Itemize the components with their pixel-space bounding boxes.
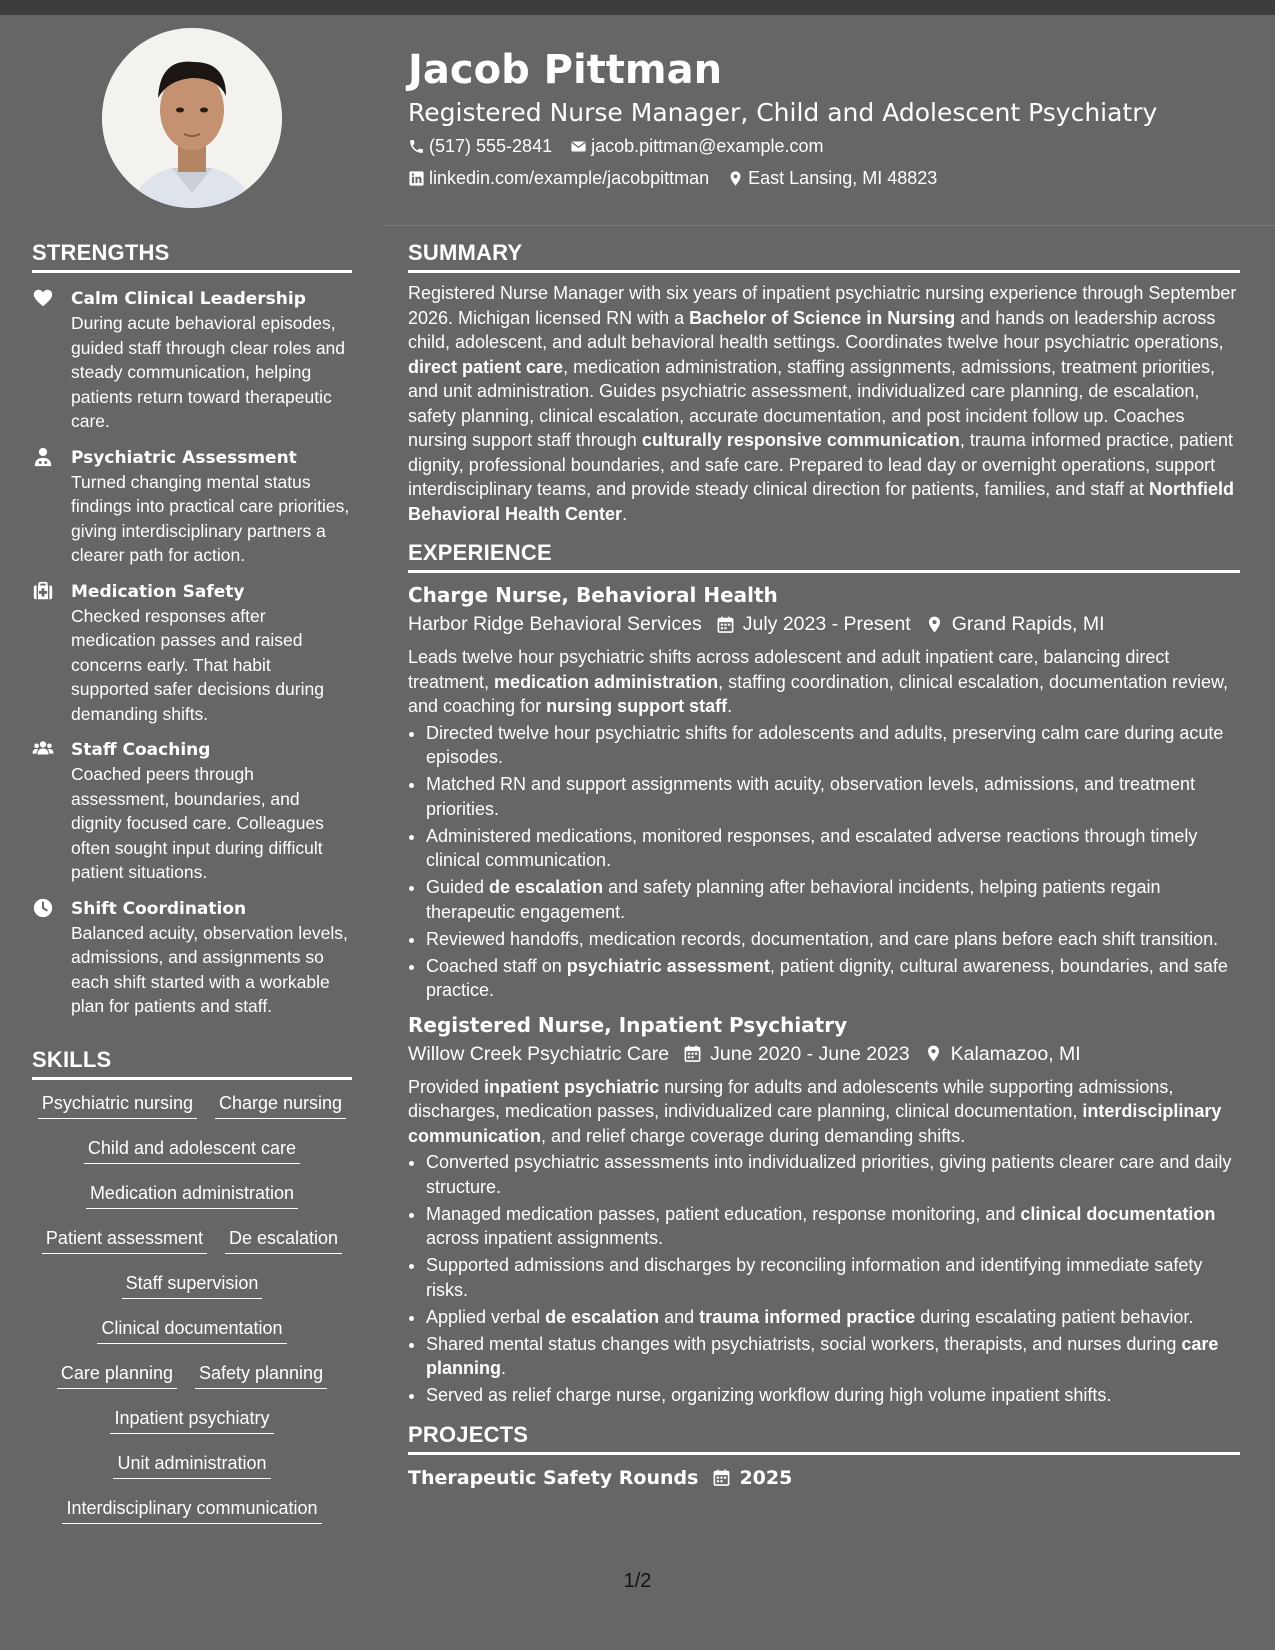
summary-heading: SUMMARY <box>408 240 1240 273</box>
skill-tag: Psychiatric nursing <box>38 1090 197 1119</box>
job-location: Kalamazoo, MI <box>950 1042 1081 1065</box>
emphasis-text: trauma informed practice <box>699 1306 916 1327</box>
emphasis-text: culturally responsive communication <box>641 430 960 450</box>
strength-item <box>32 446 352 568</box>
skill-tag: De escalation <box>225 1225 342 1254</box>
linkedin-icon <box>408 170 425 187</box>
envelope-icon <box>570 138 587 155</box>
strength-item <box>32 287 352 434</box>
emphasis-text: de escalation <box>489 877 604 897</box>
phone-text: (517) 555-2841 <box>429 136 553 156</box>
job-bullet: • Directed twelve hour psychiatric shifts for adolescents and adults, preserving calm care during acute episodes. <box>426 721 1240 770</box>
strength-desc: Balanced acuity, observation levels, admissions, and assignments so each shift started with a workable plan for patients and staff. <box>71 922 348 1016</box>
skill-tag: Inpatient psychiatry <box>110 1405 273 1434</box>
skill-tag: Medication administration <box>86 1180 298 1209</box>
project-entry <box>408 1463 1240 1493</box>
job-bullet: • Coached staff on psychiatric assessment, patient dignity, cultural awareness, boundaries, and safe practice. <box>426 954 1240 1003</box>
strength-desc: Coached peers through assessment, boundaries, and dignity focused care. Colleagues often sought input during difficult patient situations. <box>71 764 324 882</box>
map-pin-icon <box>924 1044 943 1063</box>
email-contact[interactable] <box>570 130 823 162</box>
job-bullet: • Managed medication passes, patient education, response monitoring, and clinical documentation across inpatient assignments. <box>426 1202 1240 1251</box>
map-pin-icon <box>925 615 944 634</box>
skill-tag: Child and adolescent care <box>84 1135 300 1164</box>
candidate-title: Registered Nurse Manager, Child and Adolescent Psychiatry <box>408 98 1158 127</box>
skill-tag: Charge nursing <box>215 1090 346 1119</box>
linkedin-contact[interactable] <box>408 162 709 194</box>
job-description: Provided inpatient psychiatric nursing for adults and adolescents while supporting admissions, discharges, medication passes, individualized care planning, clinical documentation, interdisciplinary communication, and relief charge coverage during demanding shifts. <box>408 1076 1222 1146</box>
profile-photo <box>102 28 282 208</box>
project-year: 2025 <box>739 1466 793 1489</box>
skills-list <box>32 1080 352 1540</box>
users-icon <box>32 738 54 760</box>
job-meta <box>408 609 1240 639</box>
location-text: East Lansing, MI 48823 <box>748 168 938 188</box>
main-column <box>408 240 1240 1493</box>
company-name: Harbor Ridge Behavioral Services <box>408 613 702 635</box>
job-title: Charge Nurse, Behavioral Health <box>408 583 778 607</box>
emphasis-text: care planning <box>426 1333 1219 1378</box>
linkedin-text: linkedin.com/example/jacobpittman <box>429 168 710 188</box>
emphasis-text: inpatient psychiatric <box>484 1076 660 1097</box>
strength-item <box>32 897 352 1019</box>
skill-tag: Unit administration <box>113 1450 270 1479</box>
user-doctor-icon <box>32 446 54 468</box>
skill-tag: Patient assessment <box>42 1225 207 1254</box>
emphasis-text: direct patient care <box>408 356 564 377</box>
medkit-icon <box>32 580 54 602</box>
heart-icon <box>32 287 54 309</box>
job-dates: July 2023 - Present <box>742 613 911 635</box>
header-divider <box>383 225 1275 226</box>
job-bullet: • Applied verbal de escalation and trauma informed practice during escalating patient behavior. <box>426 1305 1240 1330</box>
emphasis-text: medication administration <box>494 671 719 692</box>
calendar-icon <box>683 1044 702 1063</box>
strength-title: Calm Clinical Leadership <box>71 289 306 309</box>
project-name: Therapeutic Safety Rounds <box>408 1466 699 1489</box>
job-bullet: • Matched RN and support assignments with acuity, observation levels, admissions, and treatment priorities. <box>426 772 1240 821</box>
strength-title: Staff Coaching <box>71 740 211 760</box>
strengths-heading: STRENGTHS <box>32 240 352 273</box>
clock-icon <box>32 897 54 919</box>
skill-tag: Safety planning <box>195 1360 327 1389</box>
contact-row <box>408 162 1240 194</box>
left-column <box>32 240 352 1540</box>
calendar-icon <box>712 1468 731 1487</box>
projects-heading: PROJECTS <box>408 1422 1240 1455</box>
contact-row <box>408 130 1240 162</box>
job-entry <box>408 581 1240 1003</box>
top-bar <box>0 0 1275 15</box>
skill-tag: Care planning <box>57 1360 177 1389</box>
job-location: Grand Rapids, MI <box>951 613 1105 635</box>
strength-desc: During acute behavioral episodes, guided staff through clear roles and steady communication, helping patients return toward therapeutic care. <box>71 313 346 431</box>
skills-heading: SKILLS <box>32 1047 352 1080</box>
strength-title: Medication Safety <box>71 581 245 602</box>
job-bullet: • Reviewed handoffs, medication records, documentation, and care plans before each shift transition. <box>426 927 1240 952</box>
calendar-icon <box>716 615 735 634</box>
emphasis-text: interdisciplinary communication <box>408 1101 1222 1146</box>
emphasis-text: de escalation <box>545 1306 660 1327</box>
job-bullet: • Guided de escalation and safety planning after behavioral incidents, helping patients regain therapeutic engagement. <box>426 875 1240 924</box>
emphasis-text: Northfield Behavioral Health Center <box>408 479 1235 524</box>
strength-title: Psychiatric Assessment <box>71 447 297 468</box>
job-bullet: • Shared mental status changes with psychiatrists, social workers, therapists, and nurses during care planning. <box>426 1332 1240 1381</box>
phone-icon <box>408 138 425 155</box>
skill-tag: Interdisciplinary communication <box>62 1495 321 1524</box>
job-bullets <box>408 721 1240 1003</box>
job-bullet: • Converted psychiatric assessments into individualized priorities, giving patients clearer care and daily structure. <box>426 1150 1240 1199</box>
strength-item <box>32 580 352 727</box>
strength-title: Shift Coordination <box>71 898 247 919</box>
location-contact <box>727 162 937 194</box>
phone-contact[interactable] <box>408 130 552 162</box>
experience-heading: EXPERIENCE <box>408 540 1240 573</box>
page-number: 1/2 <box>623 1570 652 1592</box>
emphasis-text: nursing support staff <box>546 696 728 716</box>
emphasis-text: Bachelor of Science in Nursing <box>689 307 956 328</box>
job-bullets <box>408 1150 1240 1408</box>
emphasis-text: psychiatric assessment <box>566 955 770 976</box>
strength-item <box>32 738 352 885</box>
map-pin-icon <box>727 170 744 187</box>
skill-tag: Staff supervision <box>122 1270 263 1299</box>
candidate-name: Jacob Pittman <box>408 47 723 93</box>
job-bullet: • Administered medications, monitored responses, and escalated adverse reactions through timely clinical communication. <box>426 824 1240 873</box>
skill-tag: Clinical documentation <box>97 1315 286 1344</box>
job-entry <box>408 1011 1240 1408</box>
job-description: Leads twelve hour psychiatric shifts across adolescent and adult inpatient care, balancing direct treatment, medication administration, staffing coordination, clinical escalation, documentation review, and coaching for nursing support staff. <box>408 647 1229 716</box>
job-dates: June 2020 - June 2023 <box>710 1042 910 1065</box>
job-bullet: • Served as relief charge nurse, organizing workflow during high volume inpatient shifts. <box>426 1383 1240 1408</box>
emphasis-text: clinical documentation <box>1020 1203 1216 1224</box>
job-bullet: • Supported admissions and discharges by reconciling information and identifying immediate safety risks. <box>426 1253 1240 1302</box>
email-text: jacob.pittman@example.com <box>591 136 824 156</box>
strength-desc: Turned changing mental status findings into practical care priorities, giving interdisciplinary partners a clearer path for action. <box>71 471 350 565</box>
summary-text: Registered Nurse Manager with six years of inpatient psychiatric nursing experience through September 2026. Michigan licensed RN with a Bachelor of Science in Nursing and hands on leadership across child, adolescent, and adult behavioral health settings. Coordinates twelve hour psychiatric operations, direct patient care, medication administration, staffing assignments, admissions, treatment priorities, and unit administration. Guides psychiatric assessment, individualized care planning, de escalation, safety planning, clinical escalation, accurate documentation, and post incident follow up. Coaches nursing support staff through culturally responsive communication, trauma informed practice, patient dignity, professional boundaries, and safe care. Prepared to lead day or overnight operations, support interdisciplinary teams, and provide steady clinical direction for patients, families, and staff at Northfield Behavioral Health Center. <box>408 283 1237 524</box>
strength-desc: Checked responses after medication passes and raised concerns early. That habit supported safer decisions during demanding shifts. <box>71 605 324 724</box>
header <box>408 44 1240 194</box>
job-meta <box>408 1039 1240 1069</box>
company-name: Willow Creek Psychiatric Care <box>408 1042 670 1065</box>
job-title: Registered Nurse, Inpatient Psychiatry <box>408 1012 848 1037</box>
